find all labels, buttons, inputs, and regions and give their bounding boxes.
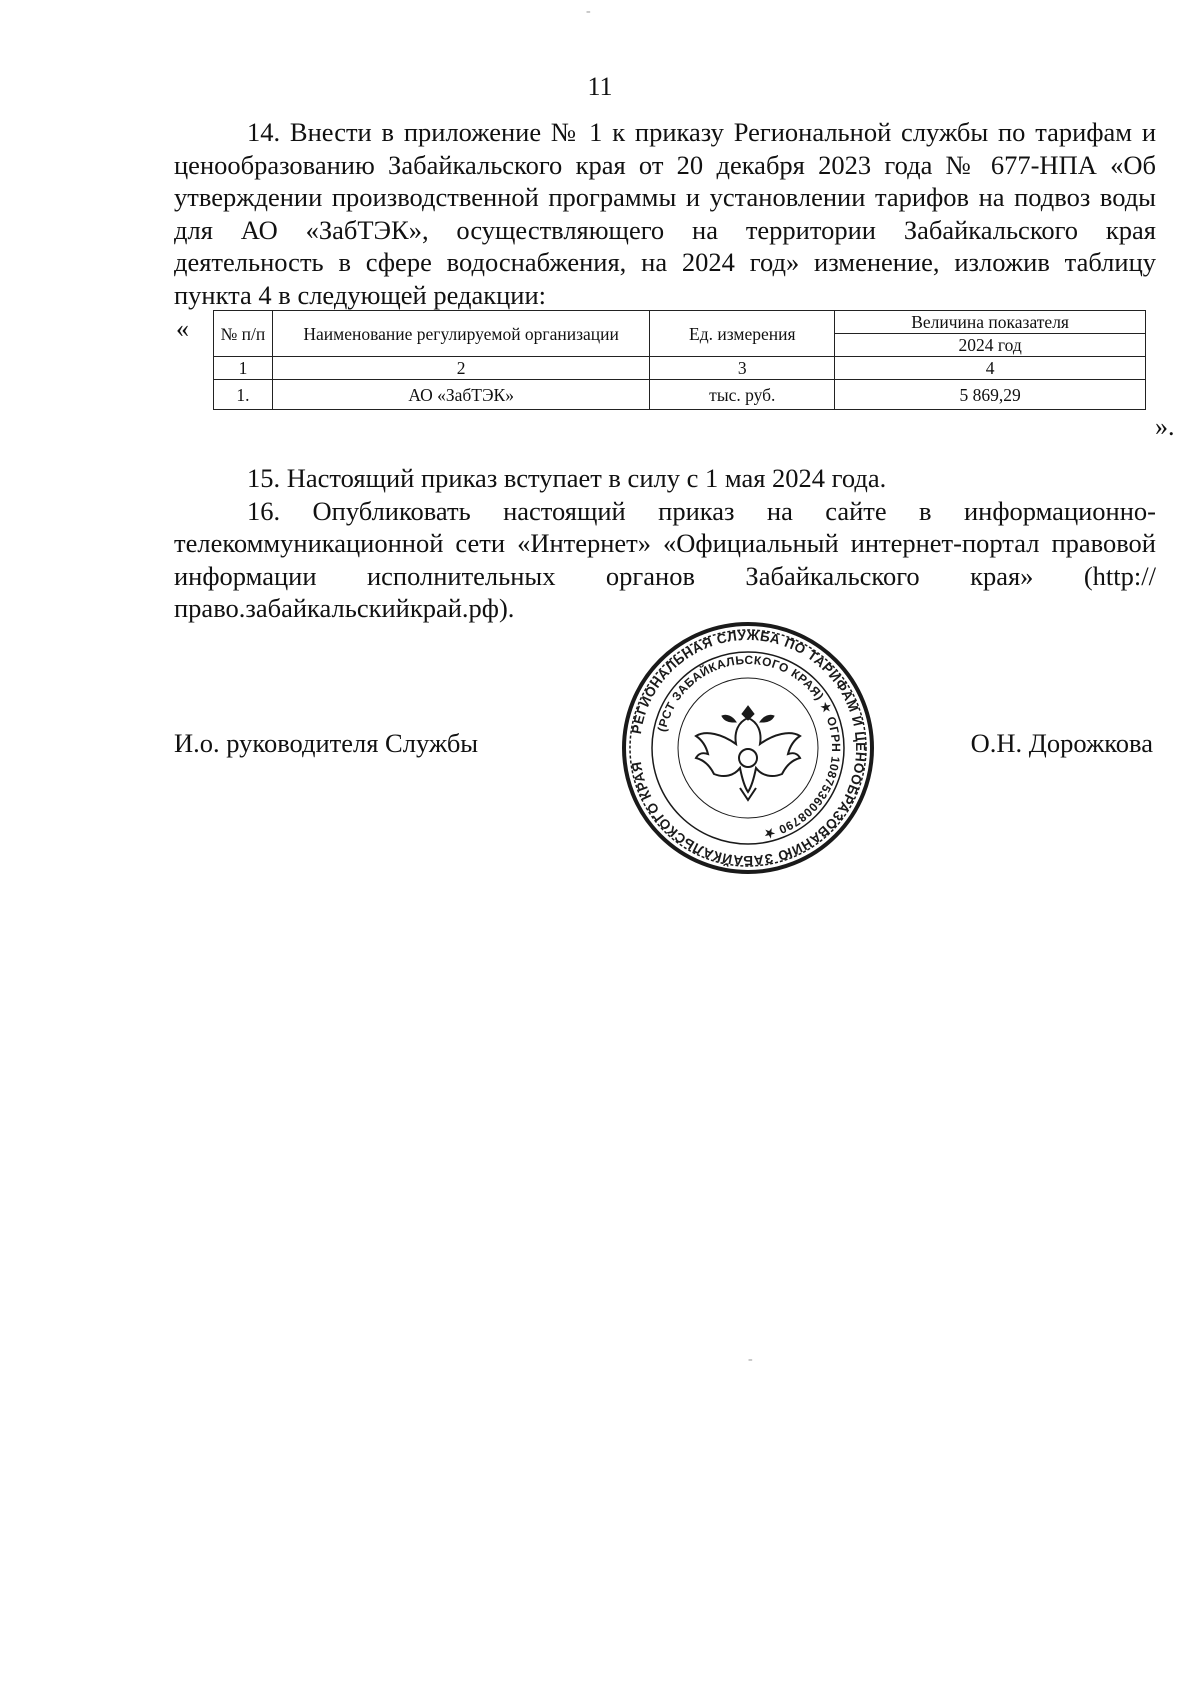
tariff-table xyxy=(213,310,1146,410)
scan-mark: - xyxy=(586,4,591,19)
svg-text:(РСТ ЗАБАЙКАЛЬСКОГО КРАЯ) ★ ОГ xyxy=(655,653,843,842)
official-seal xyxy=(618,618,878,878)
row-unit: тыс. руб. xyxy=(650,380,835,410)
header-name: Наименование регулируемой организации xyxy=(272,311,650,357)
index-cell: 3 xyxy=(650,357,835,380)
header-num: № п/п xyxy=(214,311,273,357)
row-value: 5 869,29 xyxy=(835,380,1146,410)
double-headed-eagle-icon xyxy=(696,706,800,800)
index-cell: 1 xyxy=(214,357,273,380)
row-name: АО «ЗабТЭК» xyxy=(272,380,650,410)
paragraph-14: 14. Внести в приложение № 1 к приказу Региональной службы по тарифам и ценообразованию Забайкальского края от 20 декабря 2023 года № 677-НПА «Об утверждении производственной программы и установлении тарифов на подвоз воды для АО «ЗабТЭК», осуществляющего на территории Забайкальского края деятельность в сфере водоснабжения, на 2024 год» изменение, изложив таблицу пункта 4 в следующей редакции: xyxy=(174,117,1156,310)
scan-mark: - xyxy=(748,1352,753,1367)
signatory-name: О.Н. Дорожкова xyxy=(970,728,1153,758)
row-num: 1. xyxy=(214,380,273,410)
paragraph-16: 16. Опубликовать настоящий приказ на сайте в информационно-телекоммуникационной сети «Интернет» «Официальный интернет-портал правовой информации исполнительных органов Забайкальского края» (http://право.забайкальскийкрай.рф). xyxy=(174,495,1156,623)
signatory-position: И.о. руководителя Службы xyxy=(174,728,479,758)
header-year: 2024 год xyxy=(835,334,1146,357)
seal-inner-text: (РСТ ЗАБАЙКАЛЬСКОГО КРАЯ) ★ ОГРН 1087536008790 ★ xyxy=(654,652,844,842)
table-close-quote: ». xyxy=(1155,412,1175,441)
index-cell: 2 xyxy=(272,357,650,380)
paragraphs-15-16-block xyxy=(174,462,1156,625)
index-cell: 4 xyxy=(835,357,1146,380)
table-index-row xyxy=(214,357,1146,380)
header-unit: Ед. измерения xyxy=(650,311,835,357)
header-value-group: Величина показателя xyxy=(835,311,1146,334)
paragraph-15: 15. Настоящий приказ вступает в силу с 1 мая 2024 года. xyxy=(247,463,887,493)
seal-outer-text: РЕГИОНАЛЬНАЯ СЛУЖБА ПО ТАРИФАМ И ЦЕНООБРАЗОВАНИЮ ЗАБАЙКАЛЬСКОГО КРАЯ xyxy=(628,627,869,869)
table-row xyxy=(214,380,1146,410)
table-header-row xyxy=(214,311,1146,334)
paragraph-14-block xyxy=(174,116,1156,311)
page-number: 11 xyxy=(587,72,613,101)
table-open-quote: « xyxy=(176,314,189,343)
